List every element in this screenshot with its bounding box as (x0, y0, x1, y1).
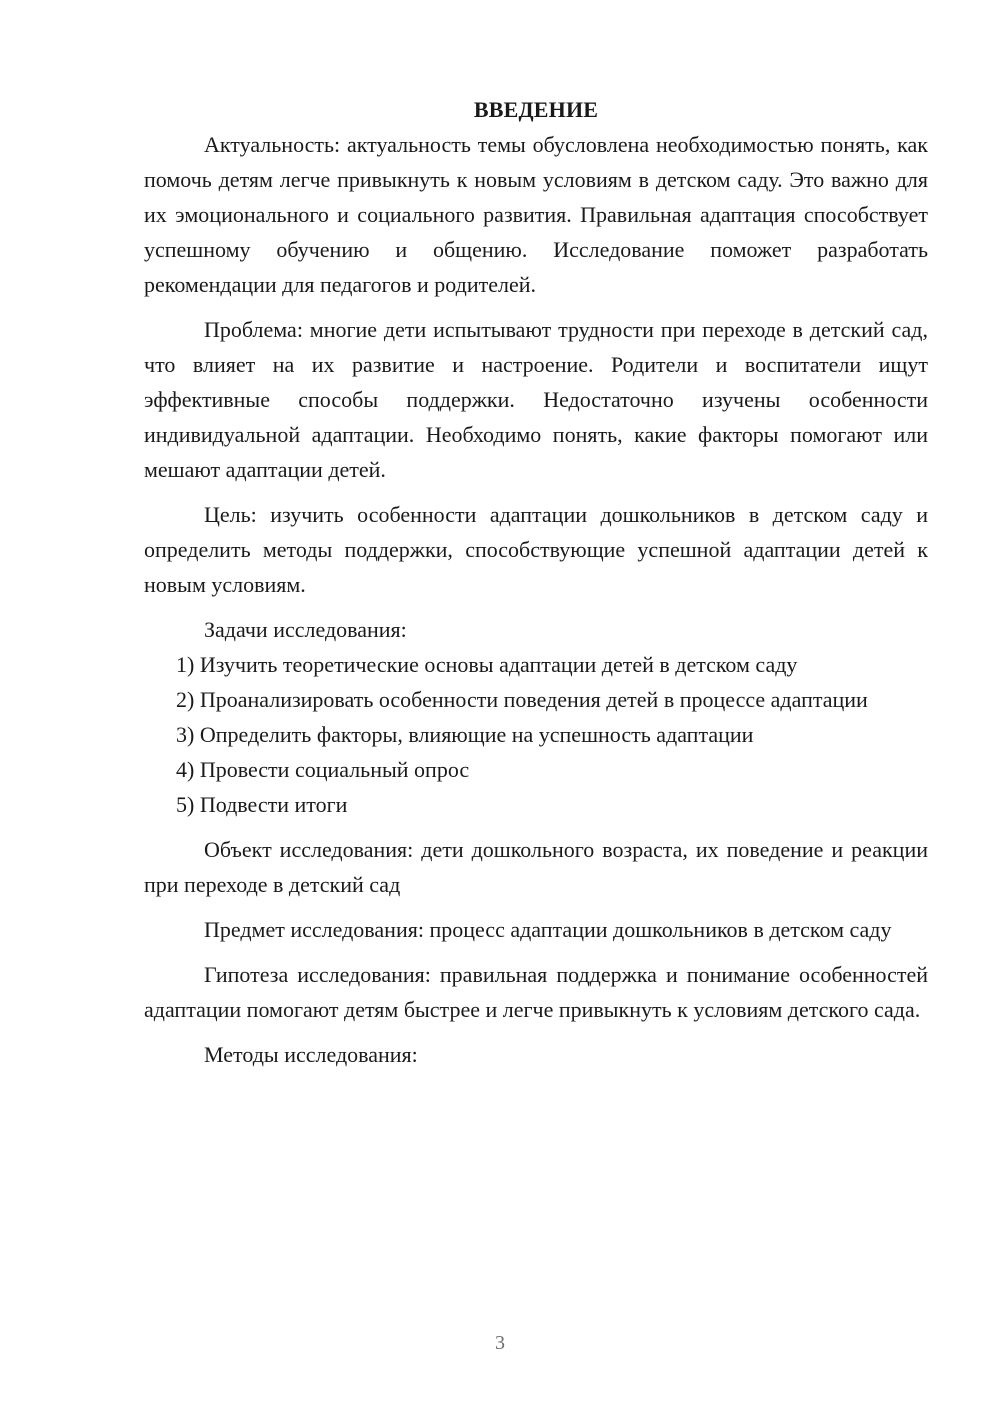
paragraph-object: Объект исследования: дети дошкольного возраста, их поведение и реакции при переходе в детский сад (144, 837, 928, 897)
task-item-4: 4) Провести социальный опрос (176, 757, 470, 782)
section-title: ВВЕДЕНИЕ (473, 97, 599, 122)
paragraph-subject: Предмет исследования: процесс адаптации дошкольников в детском саду (204, 917, 892, 942)
paragraph-methods-heading: Методы исследования: (204, 1042, 418, 1067)
paragraph-tasks-heading: Задачи исследования: (204, 617, 407, 642)
task-item-2: 2) Проанализировать особенности поведения детей в процессе адаптации (176, 687, 868, 712)
paragraph-hypothesis: Гипотеза исследования: правильная поддержка и понимание особенностей адаптации помогают детям быстрее и легче привыкнуть к условиям детского сада. (144, 962, 928, 1022)
paragraph-problem: Проблема: многие дети испытывают трудности при переходе в детский сад, что влияет на их развитие и настроение. Родители и воспитатели ищут эффективные способы поддержки. Недостаточно изучены особенности индивидуальной адаптации. Необходимо понять, какие факторы помогают или мешают адаптации детей. (144, 317, 928, 482)
task-item-5: 5) Подвести итоги (176, 792, 348, 817)
task-item-1: 1) Изучить теоретические основы адаптации детей в детском саду (176, 652, 798, 677)
paragraph-relevance: Актуальность: актуальность темы обусловлена необходимостью понять, как помочь детям легче привыкнуть к новым условиям в детском саду. Это важно для их эмоционального и социального развития. Правильная адаптация способствует успешному обучению и общению. Исследование поможет разработать рекомендации для педагогов и родителей. (144, 132, 928, 297)
page-content (144, 92, 928, 1072)
page-number: 3 (495, 1332, 505, 1354)
paragraph-goal: Цель: изучить особенности адаптации дошкольников в детском саду и определить методы поддержки, способствующие успешной адаптации детей к новым условиям. (144, 502, 928, 597)
task-item-3: 3) Определить факторы, влияющие на успешность адаптации (176, 722, 754, 747)
